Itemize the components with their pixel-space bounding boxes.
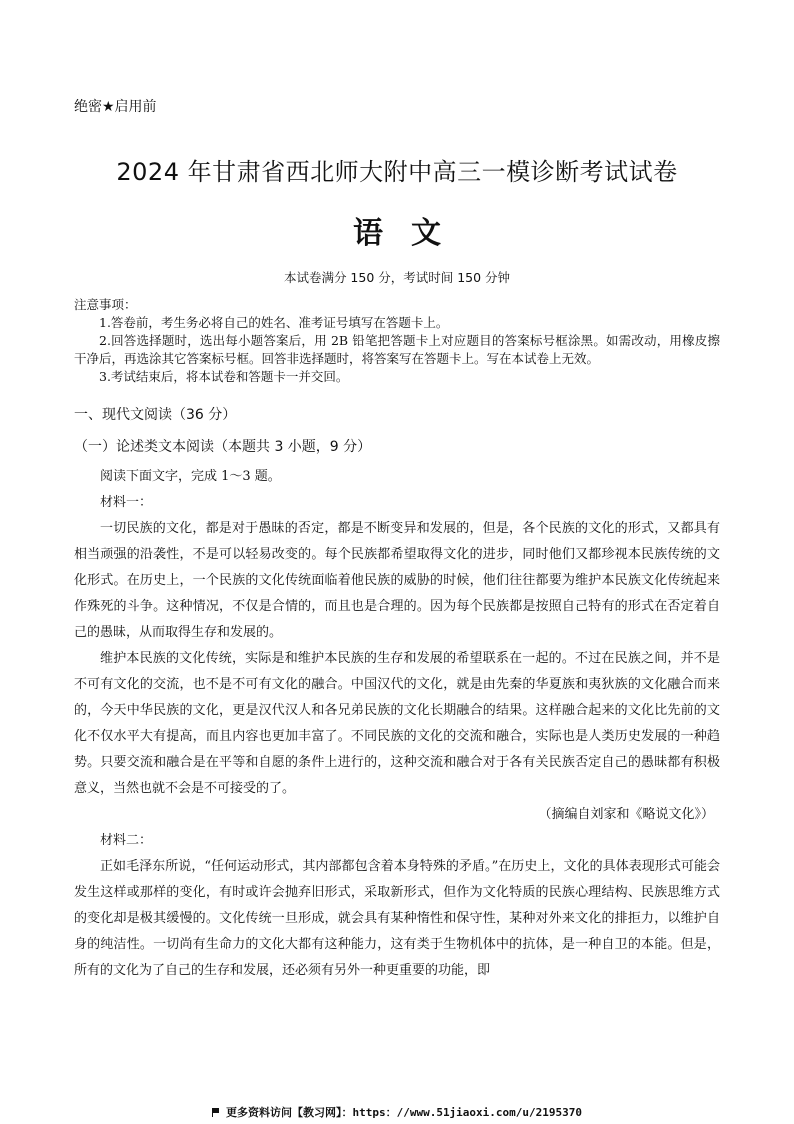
subsection-title: （一）论述类文本阅读（本题共 3 小题，9 分） (74, 439, 372, 455)
notice-block (74, 296, 720, 386)
material1-paragraph-2: 维护本民族的文化传统，实际是和维护本民族的生存和发展的希望联系在一起的。不过在民族之间，并不是不可有文化的交流，也不是不可有文化的融合。中国汉代的文化，就是由先秦的华夏族和夷狄族的文化融合而来的，今天中华民族的文化，更是汉代汉人和各兄弟民族的文化长期融合的结果。这样融合起来的文化比先前的文化不仅水平大有提高，而且内容也更加丰富了。不同民族的文化的交流和融合，实际也是人类历史发展的一种趋势。只要交流和融合是在平等和自愿的条件上进行的，这种交流和融合对于各有关民族否定自己的愚昧都有积极意义，当然也就不会是不可接受的了。 (74, 651, 720, 796)
flag-icon (212, 1108, 220, 1117)
notice-item-1: 1.答卷前，考生务必将自己的姓名、准考证号填写在答题卡上。 (99, 315, 449, 330)
exam-info: 本试卷满分 150 分，考试时间 150 分钟 (283, 270, 511, 285)
exam-title: 2024 年甘肃省西北师大附中高三一模诊断考试试卷 (116, 158, 678, 186)
footer-link[interactable] (0, 1104, 794, 1120)
subject-title: 语文 (353, 216, 469, 251)
reading-passage (74, 464, 720, 984)
material2-paragraph: 正如毛泽东所说，“任何运动形式，其内部都包含着本身特殊的矛盾。”在历史上，文化的具体表现形式可能会发生这样或那样的变化，有时或许会抛弃旧形式，采取新形式，但作为文化特质的民族心理结构、民族思维方式的变化却是极其缓慢的。文化传统一旦形成，就会具有某种惰性和保守性，某种对外来文化的排拒力，以维护自身的纯洁性。一切尚有生命力的文化大都有这种能力，这有类于生物机体中的抗体，是一种自卫的本能。但是，所有的文化为了自己的生存和发展，还必须有另外一种更重要的功能，即 (74, 859, 720, 978)
reading-instruction: 阅读下面文字，完成 1～3 题。 (100, 469, 281, 484)
material1-source: （摘编自刘家和《略说文化》） (538, 807, 714, 822)
notice-heading: 注意事项： (74, 297, 137, 312)
material1-paragraph-1: 一切民族的文化，都是对于愚昧的否定，都是不断变异和发展的，但是，各个民族的文化的形式，又都具有相当顽强的沿袭性，不是可以轻易改变的。每个民族都希望取得文化的进步，同时他们又都珍视本民族传统的文化形式。在历史上，一个民族的文化传统面临着他民族的威胁的时候，他们往往都要为维护本民族文化传统起来作殊死的斗争。这种情况，不仅是合情的，而且也是合理的。因为每个民族都是按照自己特有的形式在否定着自己的愚昧，从而取得生存和发展的。 (74, 521, 720, 640)
notice-item-2: 2.回答选择题时，选出每小题答案后，用 2B 铅笔把答题卡上对应题目的答案标号框涂黑。如需改动，用橡皮擦干净后，再选涂其它答案标号框。回答非选择题时，将答案写在答题卡上。写在本试卷上无效。 (74, 333, 720, 366)
section-title: 一、现代文阅读（36 分） (74, 407, 237, 423)
footer-text: 更多资料访问【教习网】：https：//www.51jiaoxi.com/u/2195370 (225, 1106, 583, 1119)
notice-item-3: 3.考试结束后，将本试卷和答题卡一并交回。 (99, 369, 349, 384)
material1-label: 材料一： (100, 495, 153, 510)
material2-label: 材料二： (100, 833, 153, 848)
secret-mark: 绝密★启用前 (74, 99, 157, 115)
